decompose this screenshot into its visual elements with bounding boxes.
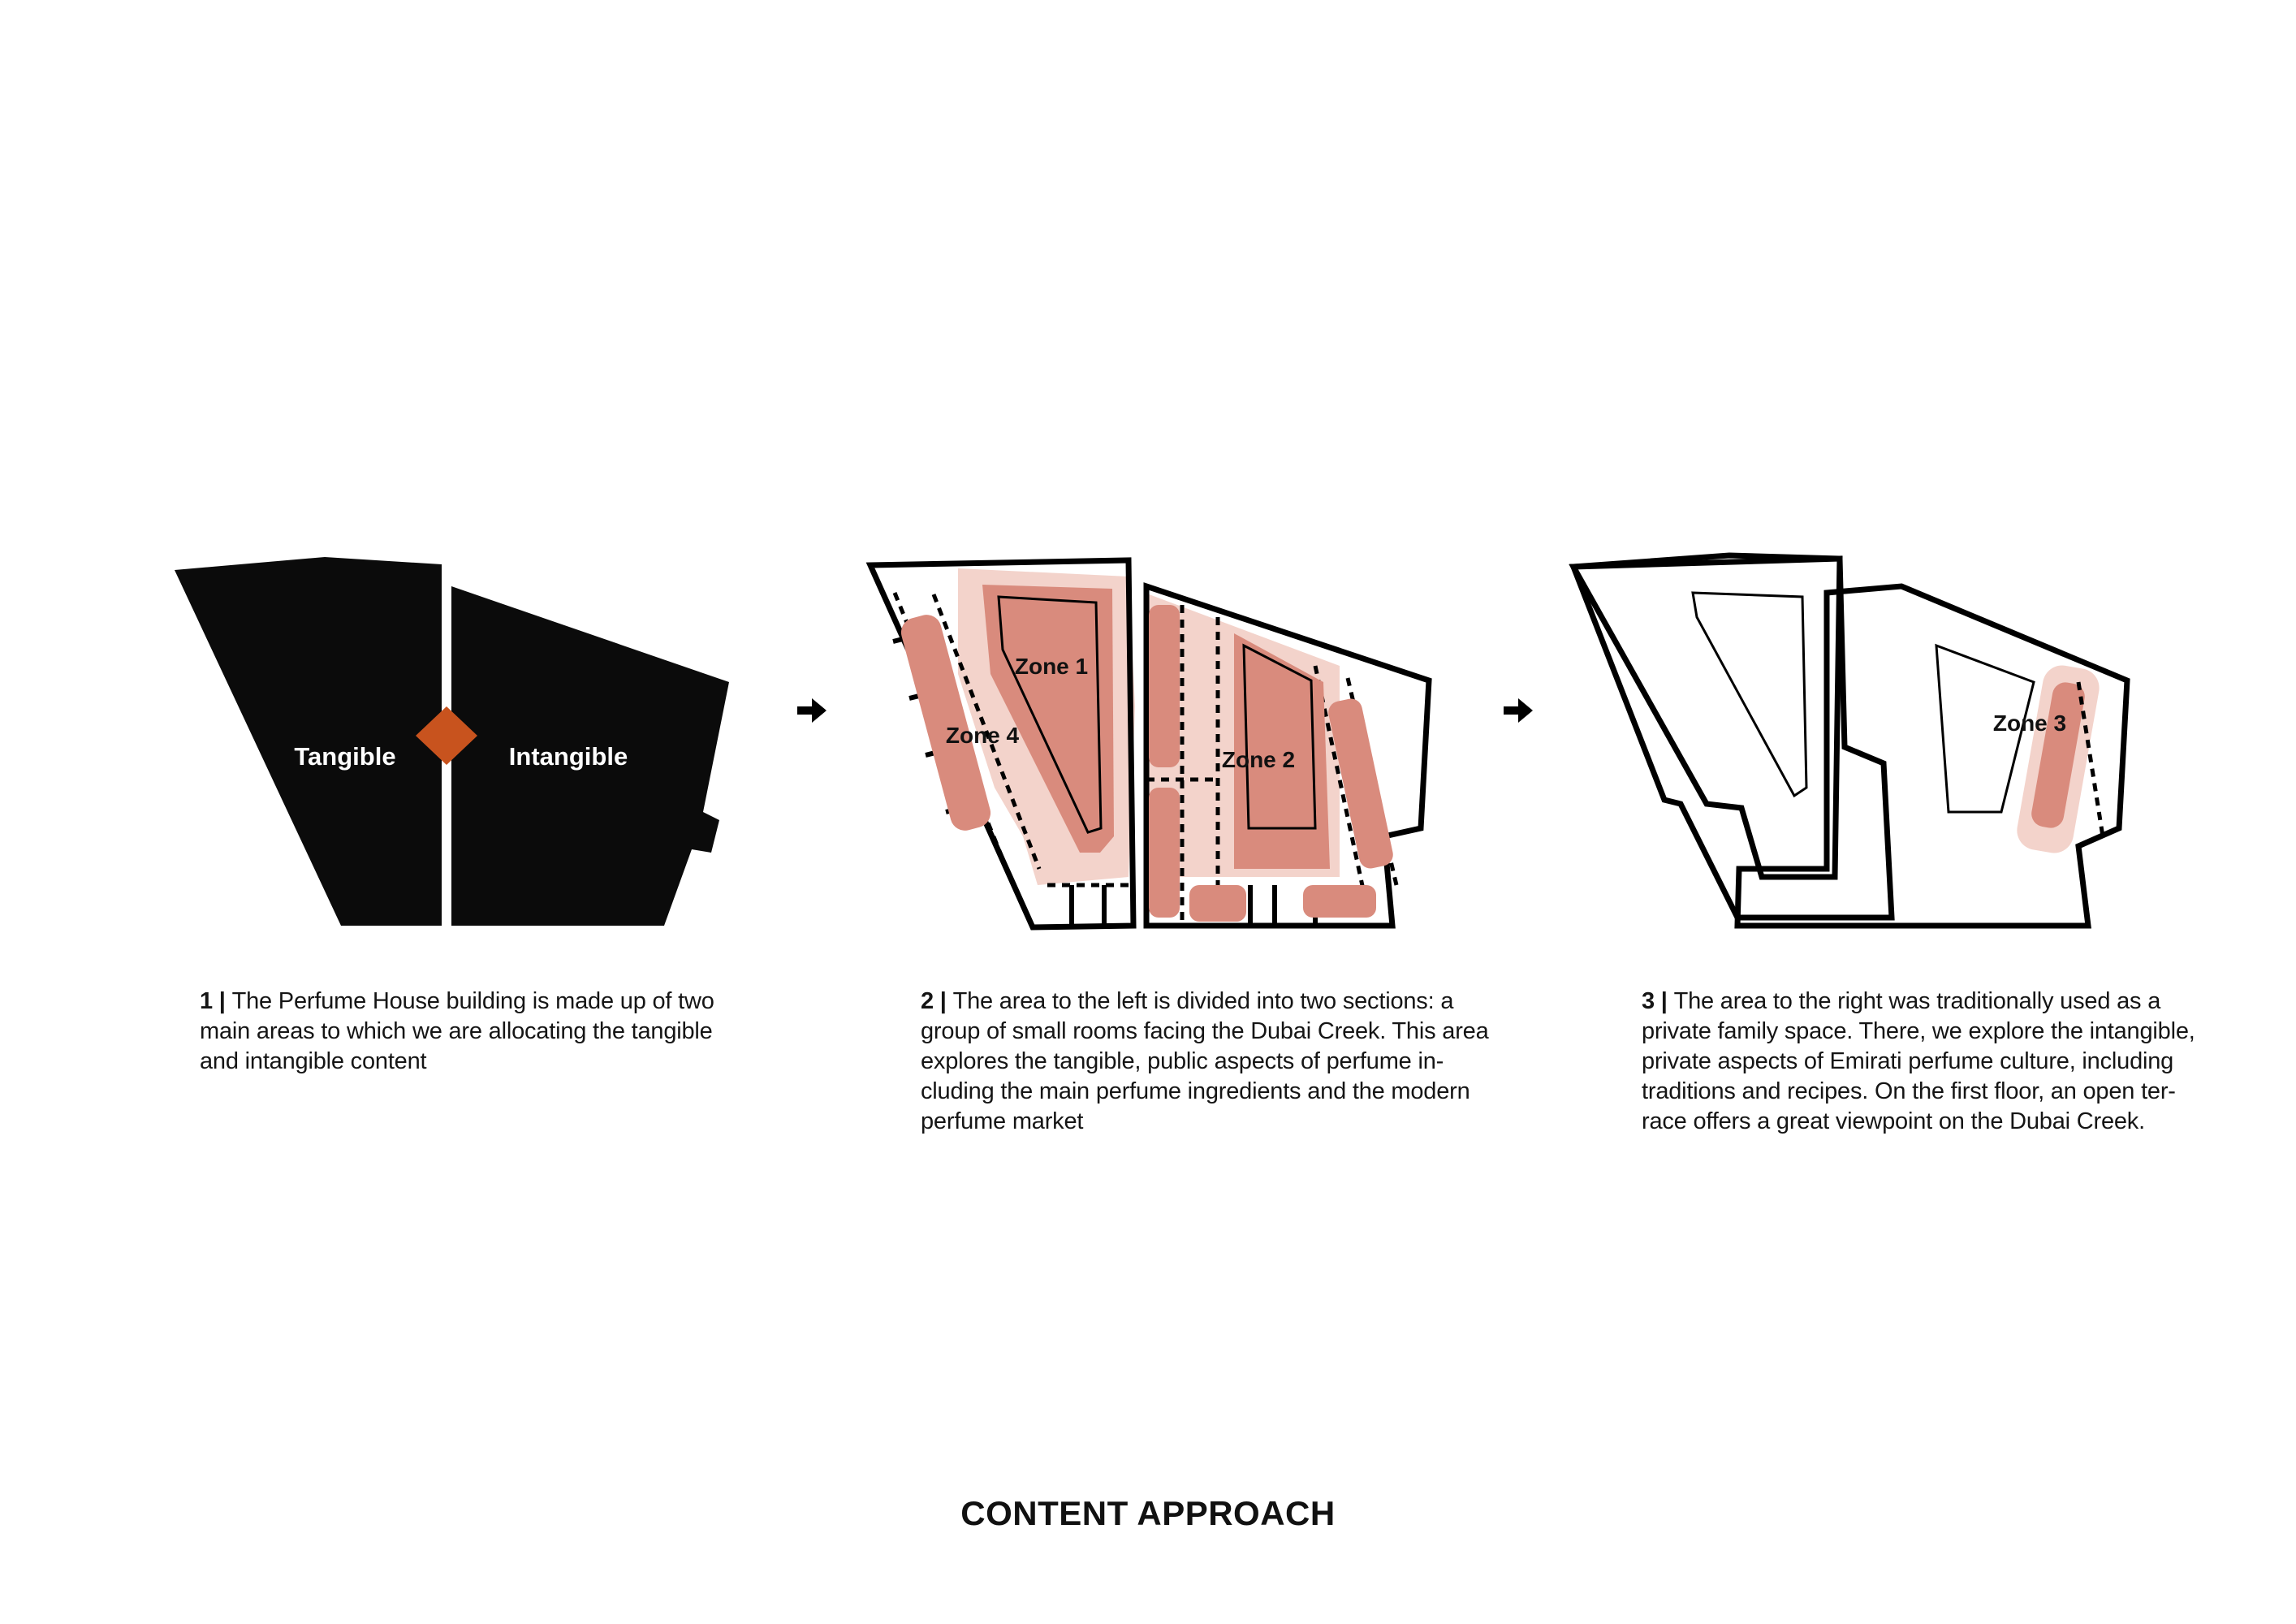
tangible-mass — [175, 557, 442, 926]
page-title: CONTENT APPROACH — [960, 1494, 1336, 1532]
step-3-line-3: private aspects of Emirati perfume culture, including — [1642, 1048, 2174, 1074]
step-2-line-2: group of small rooms facing the Dubai Creek. This area — [921, 1018, 1489, 1044]
step-2-line-4: cluding the main perfume ingredients and the modern — [921, 1078, 1470, 1104]
step-3-line-1: The area to the right was traditionally used as a — [1673, 988, 2161, 1014]
step-3-line-5: race offers a great viewpoint on the Dubai Creek. — [1642, 1108, 2145, 1134]
building-outline — [1573, 559, 1892, 918]
step-1-line-3: and intangible content — [200, 1048, 427, 1074]
private-area-diagram — [1559, 544, 2143, 934]
step-3-line-2: private family space. There, we explore the intangible, — [1642, 1018, 2195, 1044]
step-3-line-4: traditions and recipes. On the first floor, an open ter- — [1642, 1078, 2176, 1104]
zone3-label: Zone 3 — [1992, 710, 2067, 736]
step-2-text: 2 | The area to the left is divided into two sections: a group of small rooms facing the Dubai Creek. This area explores the tangible, public aspects of perfume in- cluding the main perfume ingredients and the modern perfume market — [921, 987, 1489, 1137]
step-1-text: 1 | The Perfume House building is made up of two main areas to which we are allocating the tangible and intangible content — [200, 987, 714, 1077]
step-2-line-1: The area to the left is divided into two sections: a — [952, 988, 1454, 1014]
left-outline-outer — [1573, 555, 1840, 877]
zone1-label: Zone 1 — [1014, 654, 1089, 679]
intangible-label: Intangible — [508, 742, 628, 771]
arrow-right-icon — [796, 694, 828, 727]
step-2-number: 2 — [921, 988, 934, 1014]
step-1-line-2: main areas to which we are allocating the tangible — [200, 1018, 713, 1044]
step-3-text: 3 | The area to the right was traditionally used as a private family space. There, we explore the intangible, private aspects of Emirati perfume culture, including traditions and recipes. On the first floor, an open ter- race offers a great viewpoint on the Dubai Creek. — [1642, 987, 2195, 1137]
step-1-line-1: The Perfume House building is made up of two — [231, 988, 714, 1014]
zone2-room-e — [1303, 885, 1376, 918]
left-courtyard-outline — [1693, 593, 1806, 796]
step-2-line-5: perfume market — [921, 1108, 1084, 1134]
massing-diagram — [162, 544, 747, 934]
arrow-right-icon — [1502, 694, 1534, 727]
step-1-number: 1 — [200, 988, 213, 1014]
zoning-plan-diagram — [861, 544, 1445, 942]
zone2-label: Zone 2 — [1221, 747, 1296, 772]
zone2-room-a — [1149, 605, 1180, 767]
step-3-number: 3 — [1642, 988, 1655, 1014]
zone4-label: Zone 4 — [945, 723, 1020, 748]
zone2-room-b — [1149, 788, 1180, 918]
zone2-room-c — [1189, 885, 1246, 922]
step-2-line-3: explores the tangible, public aspects of perfume in- — [921, 1048, 1444, 1074]
tangible-label: Tangible — [294, 742, 396, 771]
